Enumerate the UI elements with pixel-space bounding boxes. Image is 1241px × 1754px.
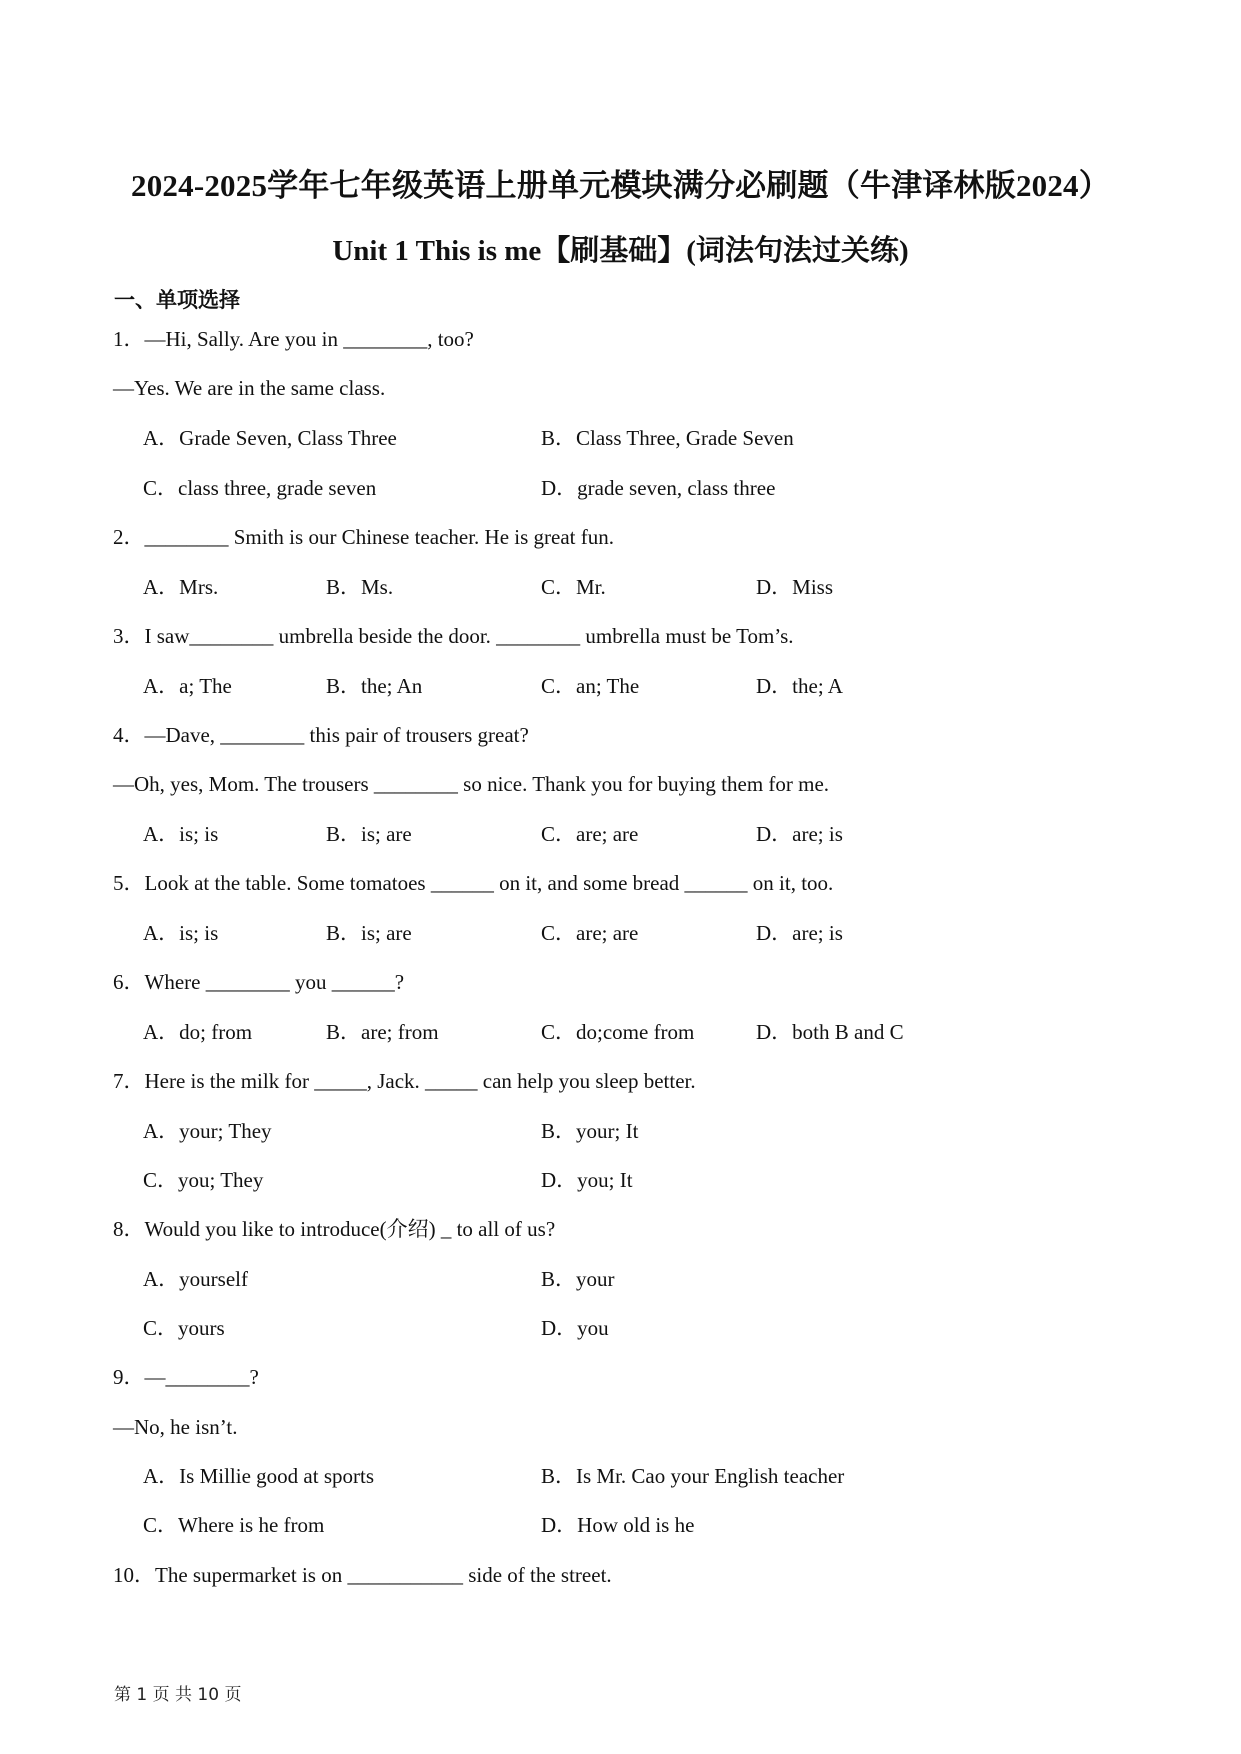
- question-4-reply: —Oh, yes, Mom. The trousers ________ so nice. Thank you for buying them for me.: [113, 772, 830, 796]
- question-2-option-a[interactable]: A．Mrs.: [143, 575, 219, 599]
- section-title: 一、单项选择: [114, 288, 240, 312]
- question-4-option-a[interactable]: A．is; is: [143, 822, 219, 846]
- question-5-option-d[interactable]: D．are; is: [756, 921, 843, 945]
- question-7-option-a[interactable]: A．your; They: [143, 1119, 272, 1143]
- question-7-option-d[interactable]: D．you; It: [541, 1168, 633, 1192]
- question-9-stem: 9．—________?: [113, 1365, 259, 1389]
- question-7-option-b[interactable]: B．your; It: [541, 1119, 639, 1143]
- page-footer: 第 1 页 共 10 页: [114, 1685, 242, 1705]
- question-7-stem: 7．Here is the milk for _____, Jack. _____ can help you sleep better.: [113, 1069, 696, 1093]
- question-3-option-d[interactable]: D．the; A: [756, 674, 843, 698]
- document-title: 2024-2025学年七年级英语上册单元模块满分必刷题（牛津译林版2024）: [131, 168, 1110, 203]
- question-2-stem: 2．________ Smith is our Chinese teacher. He is great fun.: [113, 525, 614, 549]
- question-4-option-b[interactable]: B．is; are: [326, 822, 412, 846]
- question-1-reply: —Yes. We are in the same class.: [113, 376, 386, 400]
- question-1-option-b[interactable]: B．Class Three, Grade Seven: [541, 426, 794, 450]
- question-9-option-d[interactable]: D．How old is he: [541, 1513, 695, 1537]
- question-9-option-b[interactable]: B．Is Mr. Cao your English teacher: [541, 1464, 845, 1488]
- question-1-option-a[interactable]: A．Grade Seven, Class Three: [143, 426, 397, 450]
- question-2-option-d[interactable]: D．Miss: [756, 575, 834, 599]
- question-9-reply: —No, he isn’t.: [113, 1415, 238, 1439]
- question-3-option-c[interactable]: C．an; The: [541, 674, 640, 698]
- question-3-option-b[interactable]: B．the; An: [326, 674, 423, 698]
- question-8-option-b[interactable]: B．your: [541, 1267, 615, 1291]
- question-1-option-d[interactable]: D．grade seven, class three: [541, 476, 776, 500]
- question-3-stem: 3．I saw________ umbrella beside the door. ________ umbrella must be Tom’s.: [113, 624, 794, 648]
- question-2-option-b[interactable]: B．Ms.: [326, 575, 394, 599]
- question-8-option-d[interactable]: D．you: [541, 1316, 609, 1340]
- question-2-option-c[interactable]: C．Mr.: [541, 575, 606, 599]
- question-9-option-c[interactable]: C．Where is he from: [143, 1513, 325, 1537]
- question-8-option-c[interactable]: C．yours: [143, 1316, 225, 1340]
- question-3-option-a[interactable]: A．a; The: [143, 674, 232, 698]
- question-6-option-b[interactable]: B．are; from: [326, 1020, 439, 1044]
- question-5-option-a[interactable]: A．is; is: [143, 921, 219, 945]
- question-7-option-c[interactable]: C．you; They: [143, 1168, 264, 1192]
- question-4-stem: 4．—Dave, ________ this pair of trousers great?: [113, 723, 529, 747]
- question-8-option-a[interactable]: A．yourself: [143, 1267, 248, 1291]
- document-subtitle: Unit 1 This is me【刷基础】(词法句法过关练): [332, 235, 909, 267]
- question-4-option-d[interactable]: D．are; is: [756, 822, 843, 846]
- question-4-option-c[interactable]: C．are; are: [541, 822, 639, 846]
- question-6-option-d[interactable]: D．both B and C: [756, 1020, 904, 1044]
- question-6-stem: 6．Where ________ you ______?: [113, 970, 405, 994]
- question-6-option-c[interactable]: C．do;come from: [541, 1020, 695, 1044]
- question-8-stem: 8．Would you like to introduce(介绍) _ to all of us?: [113, 1217, 556, 1241]
- question-6-option-a[interactable]: A．do; from: [143, 1020, 253, 1044]
- question-5-option-c[interactable]: C．are; are: [541, 921, 639, 945]
- question-1-stem: 1．—Hi, Sally. Are you in ________, too?: [113, 327, 474, 351]
- question-9-option-a[interactable]: A．Is Millie good at sports: [143, 1464, 374, 1488]
- question-5-option-b[interactable]: B．is; are: [326, 921, 412, 945]
- question-10-stem: 10．The supermarket is on ___________ side of the street.: [113, 1563, 612, 1587]
- question-1-option-c[interactable]: C．class three, grade seven: [143, 476, 377, 500]
- question-5-stem: 5．Look at the table. Some tomatoes ______ on it, and some bread ______ on it, too.: [113, 871, 834, 895]
